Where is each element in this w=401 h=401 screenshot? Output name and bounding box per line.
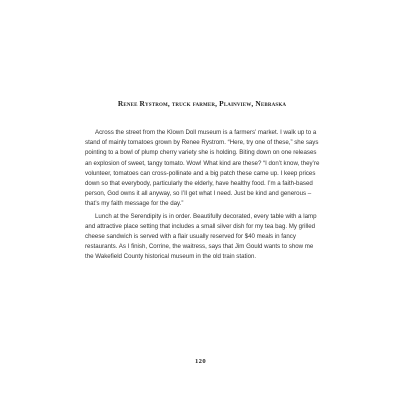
paragraph-farmers-market: Across the street from the Klown Doll museum is a farmers’ market. I walk up to a stand of mainly tomatoes grown by Renee Rystrom. “Here, try one of these,” she says pointing to a bowl of plump cherry variety she is holding. Biting down on one releases an explosion of sweet, tangy tomato. Wow! What kind are these? “I don’t know, they’re volunteer, tomatoes can cross-pollinate and a big patch these came up. I keep prices down so that everybody, particularly the elderly, have healthy food. I’m a faith-based person, God owns it all anyway, so I’ll get what I need. Just be kind and generous – that’s my faith message for the day.” (85, 129, 320, 208)
section-heading: Renee Rystrom, truck farmer, Plainview, Nebraska (117, 99, 287, 108)
page-number: 120 (194, 358, 207, 365)
body-text (85, 128, 323, 263)
paragraph-serendipity-lunch: Lunch at the Serendipity is in order. Beautifully decorated, every table with a lamp and attractive place setting that includes a small silver dish for my tea bag. My grilled cheese sandwich is served with a flair usually reserved for $40 meals in fancy restaurants. As I finish, Corrine, the waitress, says that Jim Gould wants to show me the Wakefield County historical museum in the old train station. (85, 212, 317, 261)
